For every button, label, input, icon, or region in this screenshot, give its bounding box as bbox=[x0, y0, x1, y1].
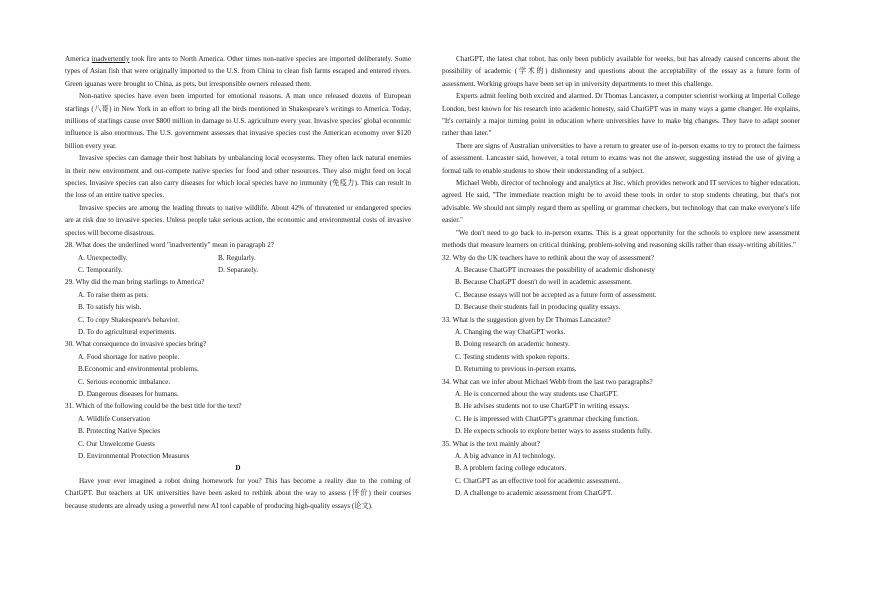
option-d: D. Separately. bbox=[218, 265, 259, 274]
option-c: C. Testing students with spoken reports. bbox=[455, 352, 570, 361]
option-c: C. ChatGPT as an effective tool for academic assessment. bbox=[455, 476, 621, 485]
option-a: A. He is concerned about the way students use ChatGPT. bbox=[455, 389, 619, 398]
question-31-stem: 31. Which of the following could be the best title for the text? bbox=[65, 402, 242, 411]
option-d: D. Returning to previous in-person exams. bbox=[455, 365, 577, 374]
underlined-word: inadvertently bbox=[91, 55, 130, 63]
option-b: B. A problem facing college educators. bbox=[455, 464, 567, 473]
option-d: D. To do agricultural experiments. bbox=[78, 327, 177, 336]
option-a: A. To raise them as pets. bbox=[78, 290, 149, 299]
passage-c-paragraph-2: Non-native species have even been imported for emotional reasons. A man once released dozens of European starlings (八哥) in New York in an effort to bring all the birds mentioned in Shakespeare's writings to America. Today, millions of starlings cause over $800 million in damage to U.S. agriculture every year. Invasive species' global economic influence is also enormous. The U.S. government assesses that invasive species cost the American economy over $120 billion every year. bbox=[65, 92, 411, 150]
option-b: B. Regularly. bbox=[218, 253, 256, 262]
passage-d-paragraph-5: Michael Webb, director of technology and analytics at Jisc, which provides network and IT services to higher education, agreed. He said, "The immediate reaction might be to avoid these tools in order to stop students cheating, but that's not advisable. We should not simply regard them as spelling or grammar checkers, but technology that can make everyone's life easier." bbox=[442, 179, 800, 225]
option-b: B. Doing research on academic honesty. bbox=[455, 340, 570, 349]
option-a: A. Wildlife Conservation bbox=[78, 414, 150, 423]
option-a: A. A big advance in AI technology. bbox=[455, 452, 556, 460]
option-b: B. Because ChatGPT doesn't do well in academic assessment. bbox=[455, 278, 632, 287]
question-29-stem: 29. Why did the man bring starlings to America? bbox=[65, 278, 205, 287]
option-a: A. Changing the way ChatGPT works. bbox=[455, 327, 566, 336]
right-column bbox=[442, 53, 800, 500]
passage-d-paragraph-4: There are signs of Australian universities to have a return to greater use of in-person exams to try to protect the fairness of assessment. Lancaster said, however, a total return to exams was not the answer, suggesting instead the use of giving a formal talk to enable students to show their understanding of a subject. bbox=[442, 141, 800, 175]
question-33-stem: 33. What is the suggestion given by Dr Thomas Lancaster? bbox=[442, 315, 611, 324]
passage-c-paragraph-4: Invasive species are among the leading threats to native wildlife. About 42% of threatened or endangered species are at risk due to invasive species. Unless people take serious action, the economic and environmental costs of invasive species will become disastrous. bbox=[65, 203, 411, 237]
passage-d-paragraph-6: "We don't need to go back to in-person exams. This is a great opportunity for the schools to explore new assessment methods that measure learners on critical thinking, problem-solving and reasoning skills rather than essay-writing abilities." bbox=[442, 228, 800, 250]
question-34-stem: 34. What can we infer about Michael Webb from the last two paragraphs? bbox=[442, 377, 653, 386]
option-a: A. Food shortage for native people. bbox=[78, 352, 180, 361]
option-b: B.Economic and environmental problems. bbox=[78, 365, 199, 374]
option-a: A. Unexpectedly. bbox=[78, 253, 128, 262]
option-d: D. Because their students fail in producing quality essays. bbox=[455, 303, 621, 312]
option-c: C. Because essays will not be accepted as a future form of assessment. bbox=[455, 290, 657, 299]
question-28-stem: 28. What does the underlined word "inadvertently" mean in paragraph 2? bbox=[65, 241, 274, 250]
option-d: D. Dangerous diseases for humans. bbox=[78, 389, 179, 398]
option-d: D. He expects schools to explore better ways to assess students fully. bbox=[455, 427, 652, 436]
passage-d-paragraph-2: ChatGPT, the latest chat robot, has only been publicly available for weeks, but has already caused concerns about the possibility of academic (学术的) dishonesty and questions about the acceptability of the essay as a future form of assessment. Working groups have been set up in university departments to meet this challenge. bbox=[442, 55, 800, 88]
question-30-stem: 30. What consequence do invasive species bring? bbox=[65, 340, 207, 349]
passage-d-paragraph-1: Have your ever imagined a robot doing homework for you? This has become a reality due to the coming of ChatGPT. But teachers at UK universities have been asked to rethink about the way to assess (评价) their courses because students are already using a powerful new AI tool capable of producing high-quality essays (论文). bbox=[65, 476, 411, 510]
question-35-stem: 35. What is the text mainly about? bbox=[442, 439, 541, 448]
question-32-stem: 32. Why do the UK teachers have to rethink about the way of assessment? bbox=[442, 253, 655, 262]
option-c: C. To copy Shakespeare's behavior. bbox=[78, 315, 179, 324]
passage-c-paragraph-1 bbox=[65, 53, 411, 90]
question-28-options-row-2 bbox=[65, 264, 411, 276]
paragraph-text: America bbox=[65, 55, 92, 63]
left-column bbox=[65, 53, 411, 512]
option-b: B. Protecting Native Species bbox=[78, 427, 161, 436]
passage-d-paragraph-3: Experts admit feeling both excited and alarmed. Dr Thomas Lancaster, a computer scientist working at Imperial College London, best known for his research into academic honesty, said ChatGPT was in many ways a game changer. He explains, "It's certainly a major turning point in education where universities have to make big changes. They have to adapt sooner rather than later." bbox=[442, 92, 800, 138]
option-b: B. He advises students not to use ChatGPT in writing essays. bbox=[455, 402, 630, 411]
option-d: D. A challenge to academic assessment from ChatGPT. bbox=[455, 489, 613, 498]
option-c: C. Serious economic imbalance. bbox=[78, 377, 171, 386]
option-a: A. Because ChatGPT increases the possibility of academic dishonesty bbox=[455, 265, 655, 274]
section-letter-d: D bbox=[235, 464, 241, 473]
option-c: C. Temporarily. bbox=[78, 265, 123, 274]
option-b: B. To satisfy his wish. bbox=[78, 303, 142, 312]
option-c: C. Our Unwelcome Guests bbox=[78, 439, 155, 448]
paragraph-text: took fire ants to North America. Other times non-native species are imported deliberately. Some types of Asian fish that were originally imported to the U.S. from China to clean fish farms escaped and entered rivers. Green iguanas were brought to China, as pets, but irresponsible owners released them. bbox=[65, 55, 411, 88]
passage-c-paragraph-3: Invasive species can damage their host habitats by unbalancing local ecosystems. They often lack natural enemies in their new environment and out-compete native species for food and other resources. They also might feed on local species. Invasive species can also carry diseases for which local species have no immunity (免疫力). This can result in the loss of an entire native species. bbox=[65, 154, 411, 200]
option-c: C. He is impressed with ChatGPT's grammar checking function. bbox=[455, 414, 639, 423]
option-d: D. Environmental Protection Measures bbox=[78, 452, 190, 460]
question-28-options-row-1 bbox=[65, 252, 411, 264]
